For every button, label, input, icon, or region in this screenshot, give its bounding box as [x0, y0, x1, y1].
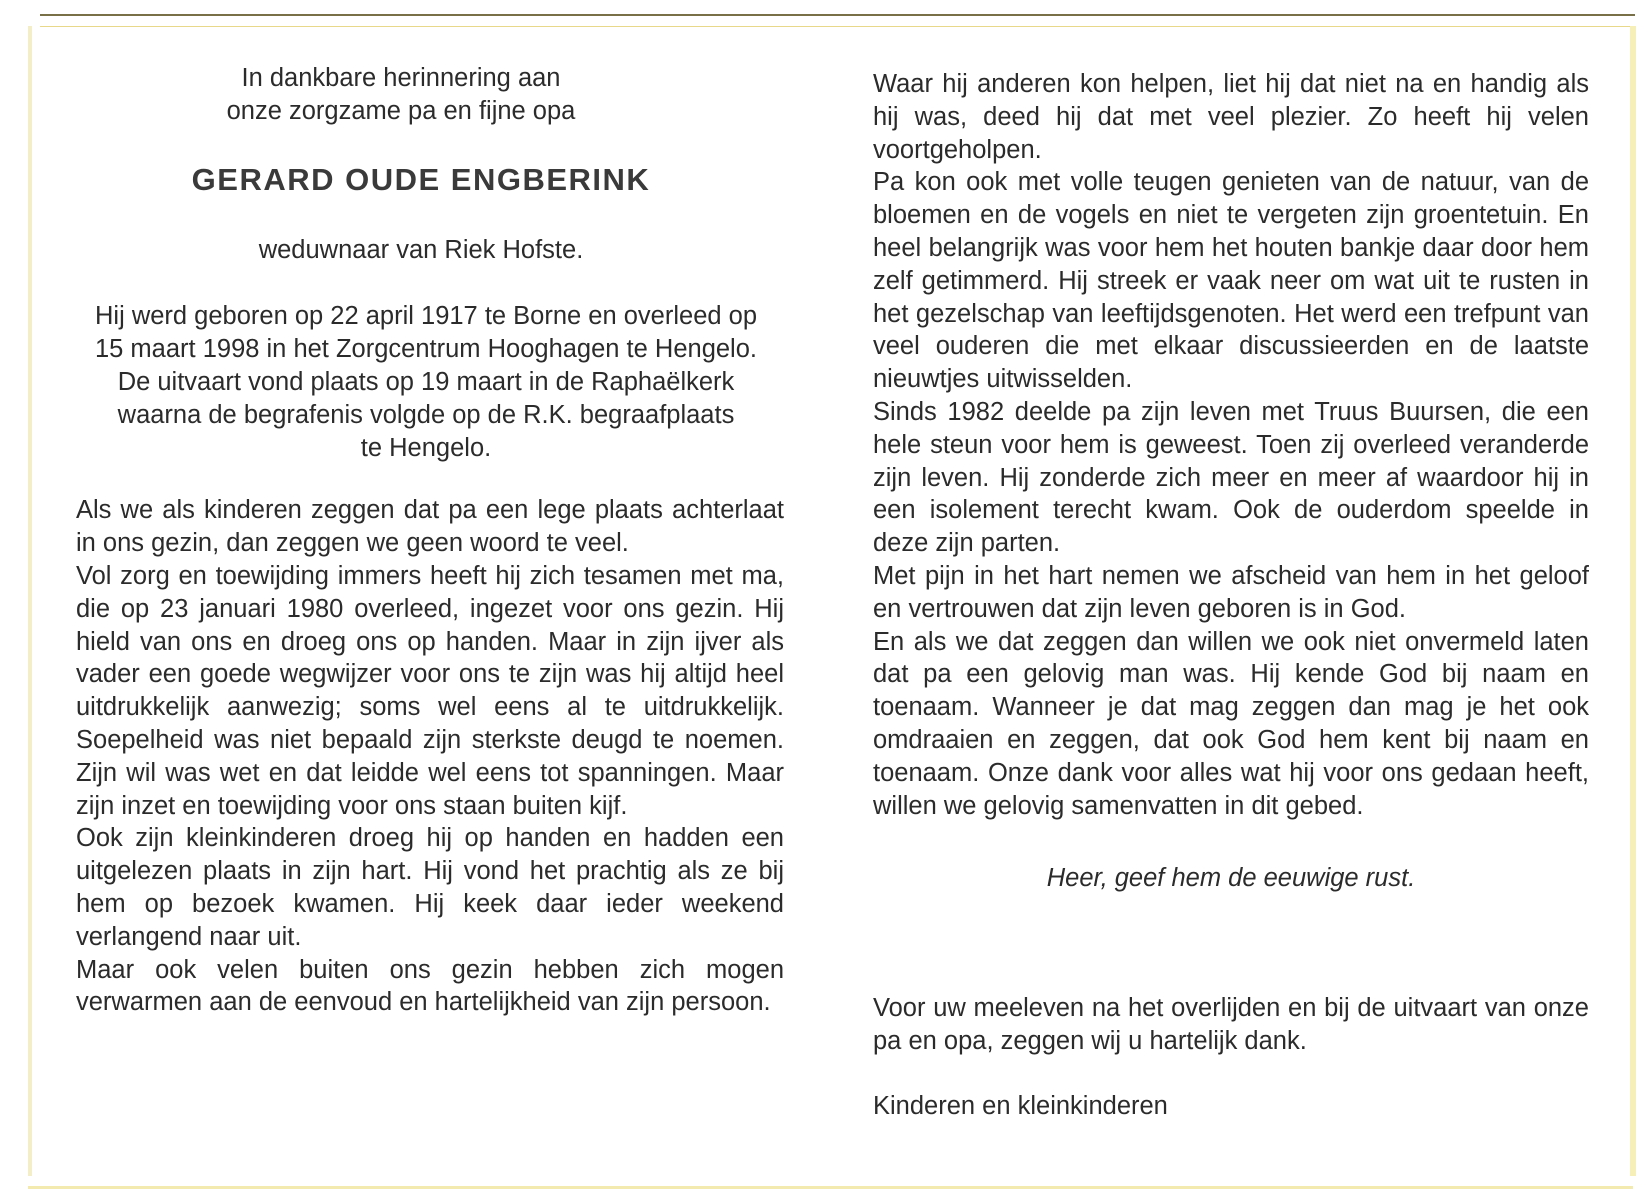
- paragraph: Ook zijn kleinkinderen droeg hij op handen en hadden een uitgelezen plaats in zijn hart. Hij vond het prachtig als ze bij hem op bezoek kwamen. Hij keek daar ieder weekend verlangend naar uit.: [76, 824, 784, 951]
- card-top-edge: [40, 14, 1635, 27]
- card-right-edge: [1630, 26, 1636, 1176]
- paragraph: Maar ook velen buiten ons gezin hebben zich mogen verwarmen aan de eenvoud en hartelijkheid van zijn persoon.: [76, 955, 784, 1017]
- intro-text: In dankbare herinnering aan onze zorgzame pa en fijne opa: [226, 64, 576, 125]
- deceased-name: GERARD OUDE ENGBERINK: [191, 161, 651, 197]
- prayer-line: Heer, geef hem de eeuwige rust.: [1046, 864, 1416, 893]
- paragraph: Waar hij anderen kon helpen, liet hij dat niet na en handig als hij was, deed hij dat met veel plezier. Zo heeft hij velen voortgeholpen.: [873, 70, 1589, 164]
- paragraph: Als we als kinderen zeggen dat pa een lege plaats achterlaat in ons gezin, dan zeggen we geen woord te veel.: [76, 496, 784, 558]
- birth-death-text: Hij werd geboren op 22 april 1917 te Borne en overleed op 15 maart 1998 in het Zorgcentrum Hooghagen te Hengelo.: [94, 302, 758, 364]
- paragraph: Pa kon ook met volle teugen genieten van de natuur, van de bloemen en de vogels en niet te vergeten zijn groentetuin. En heel belangrijk was voor hem het houten bankje daar door hem zelf getimmerd. Hij streek er vaak neer om wat uit te rusten in het gezelschap van leeftijdsgenoten. Het werd een trefpunt van veel ouderen die met elkaar discussieerden en de laatste nieuwtjes uitwisselden.: [873, 168, 1589, 394]
- paragraph: En als we dat zeggen dan willen we ook niet onvermeld laten dat pa een gelovig man was. Hij kende God bij naam en toenaam. Wanneer je dat mag zeggen dan mag je het ook omdraaien en zeggen, dat ook God hem kent bij naam en toenaam. Onze dank voor alles wat hij voor ons gedaan heeft, willen we gelovig samenvatten in dit gebed.: [873, 627, 1589, 820]
- right-column: [873, 68, 1589, 1123]
- widower-line: weduwnaar van Riek Hofste.: [258, 235, 584, 264]
- left-body: [76, 494, 784, 1019]
- funeral-text: De uitvaart vond plaats op 19 maart in de Raphaëlkerk waarna de begrafenis volgde op de R.K. begraafplaats te Hengelo.: [117, 367, 735, 462]
- card-left-edge: [28, 26, 32, 1176]
- thanks-text: Voor uw meeleven na het overlijden en bij de uitvaart van onze pa en opa, zeggen wij u hartelijk dank.: [873, 994, 1589, 1055]
- paragraph: Met pijn in het hart nemen we afscheid van hem in het geloof en vertrouwen dat zijn leven geboren is in God.: [873, 561, 1589, 623]
- paragraph: Vol zorg en toewijding immers heeft hij zich tesamen met ma, die op 23 januari 1980 overleed, ingezet voor ons gezin. Hij hield van ons en droeg ons op handen. Maar in zijn ijver als vader een goede wegwijzer voor ons te zijn was hij altijd heel uitdrukkelijk aanwezig; soms wel eens al te uitdrukkelijk. Soepelheid was niet bepaald zijn sterkste deugd te noemen. Zijn wil was wet en dat leidde wel eens tot spanningen. Maar zijn inzet en toewijding voor ons staan buiten kijf.: [76, 561, 784, 820]
- left-column: [76, 62, 784, 1019]
- signature: Kinderen en kleinkinderen: [873, 1091, 1168, 1120]
- card-bottom-edge: [28, 1186, 1633, 1189]
- paragraph: Sinds 1982 deelde pa zijn leven met Truus Buursen, die een hele steun voor hem is geweest. Toen zij overleed veranderde zijn leven. Hij zonderde zich meer en meer af waardoor hij in een isolement terecht kwam. Ook de ouderdom speelde in deze zijn parten.: [873, 397, 1589, 558]
